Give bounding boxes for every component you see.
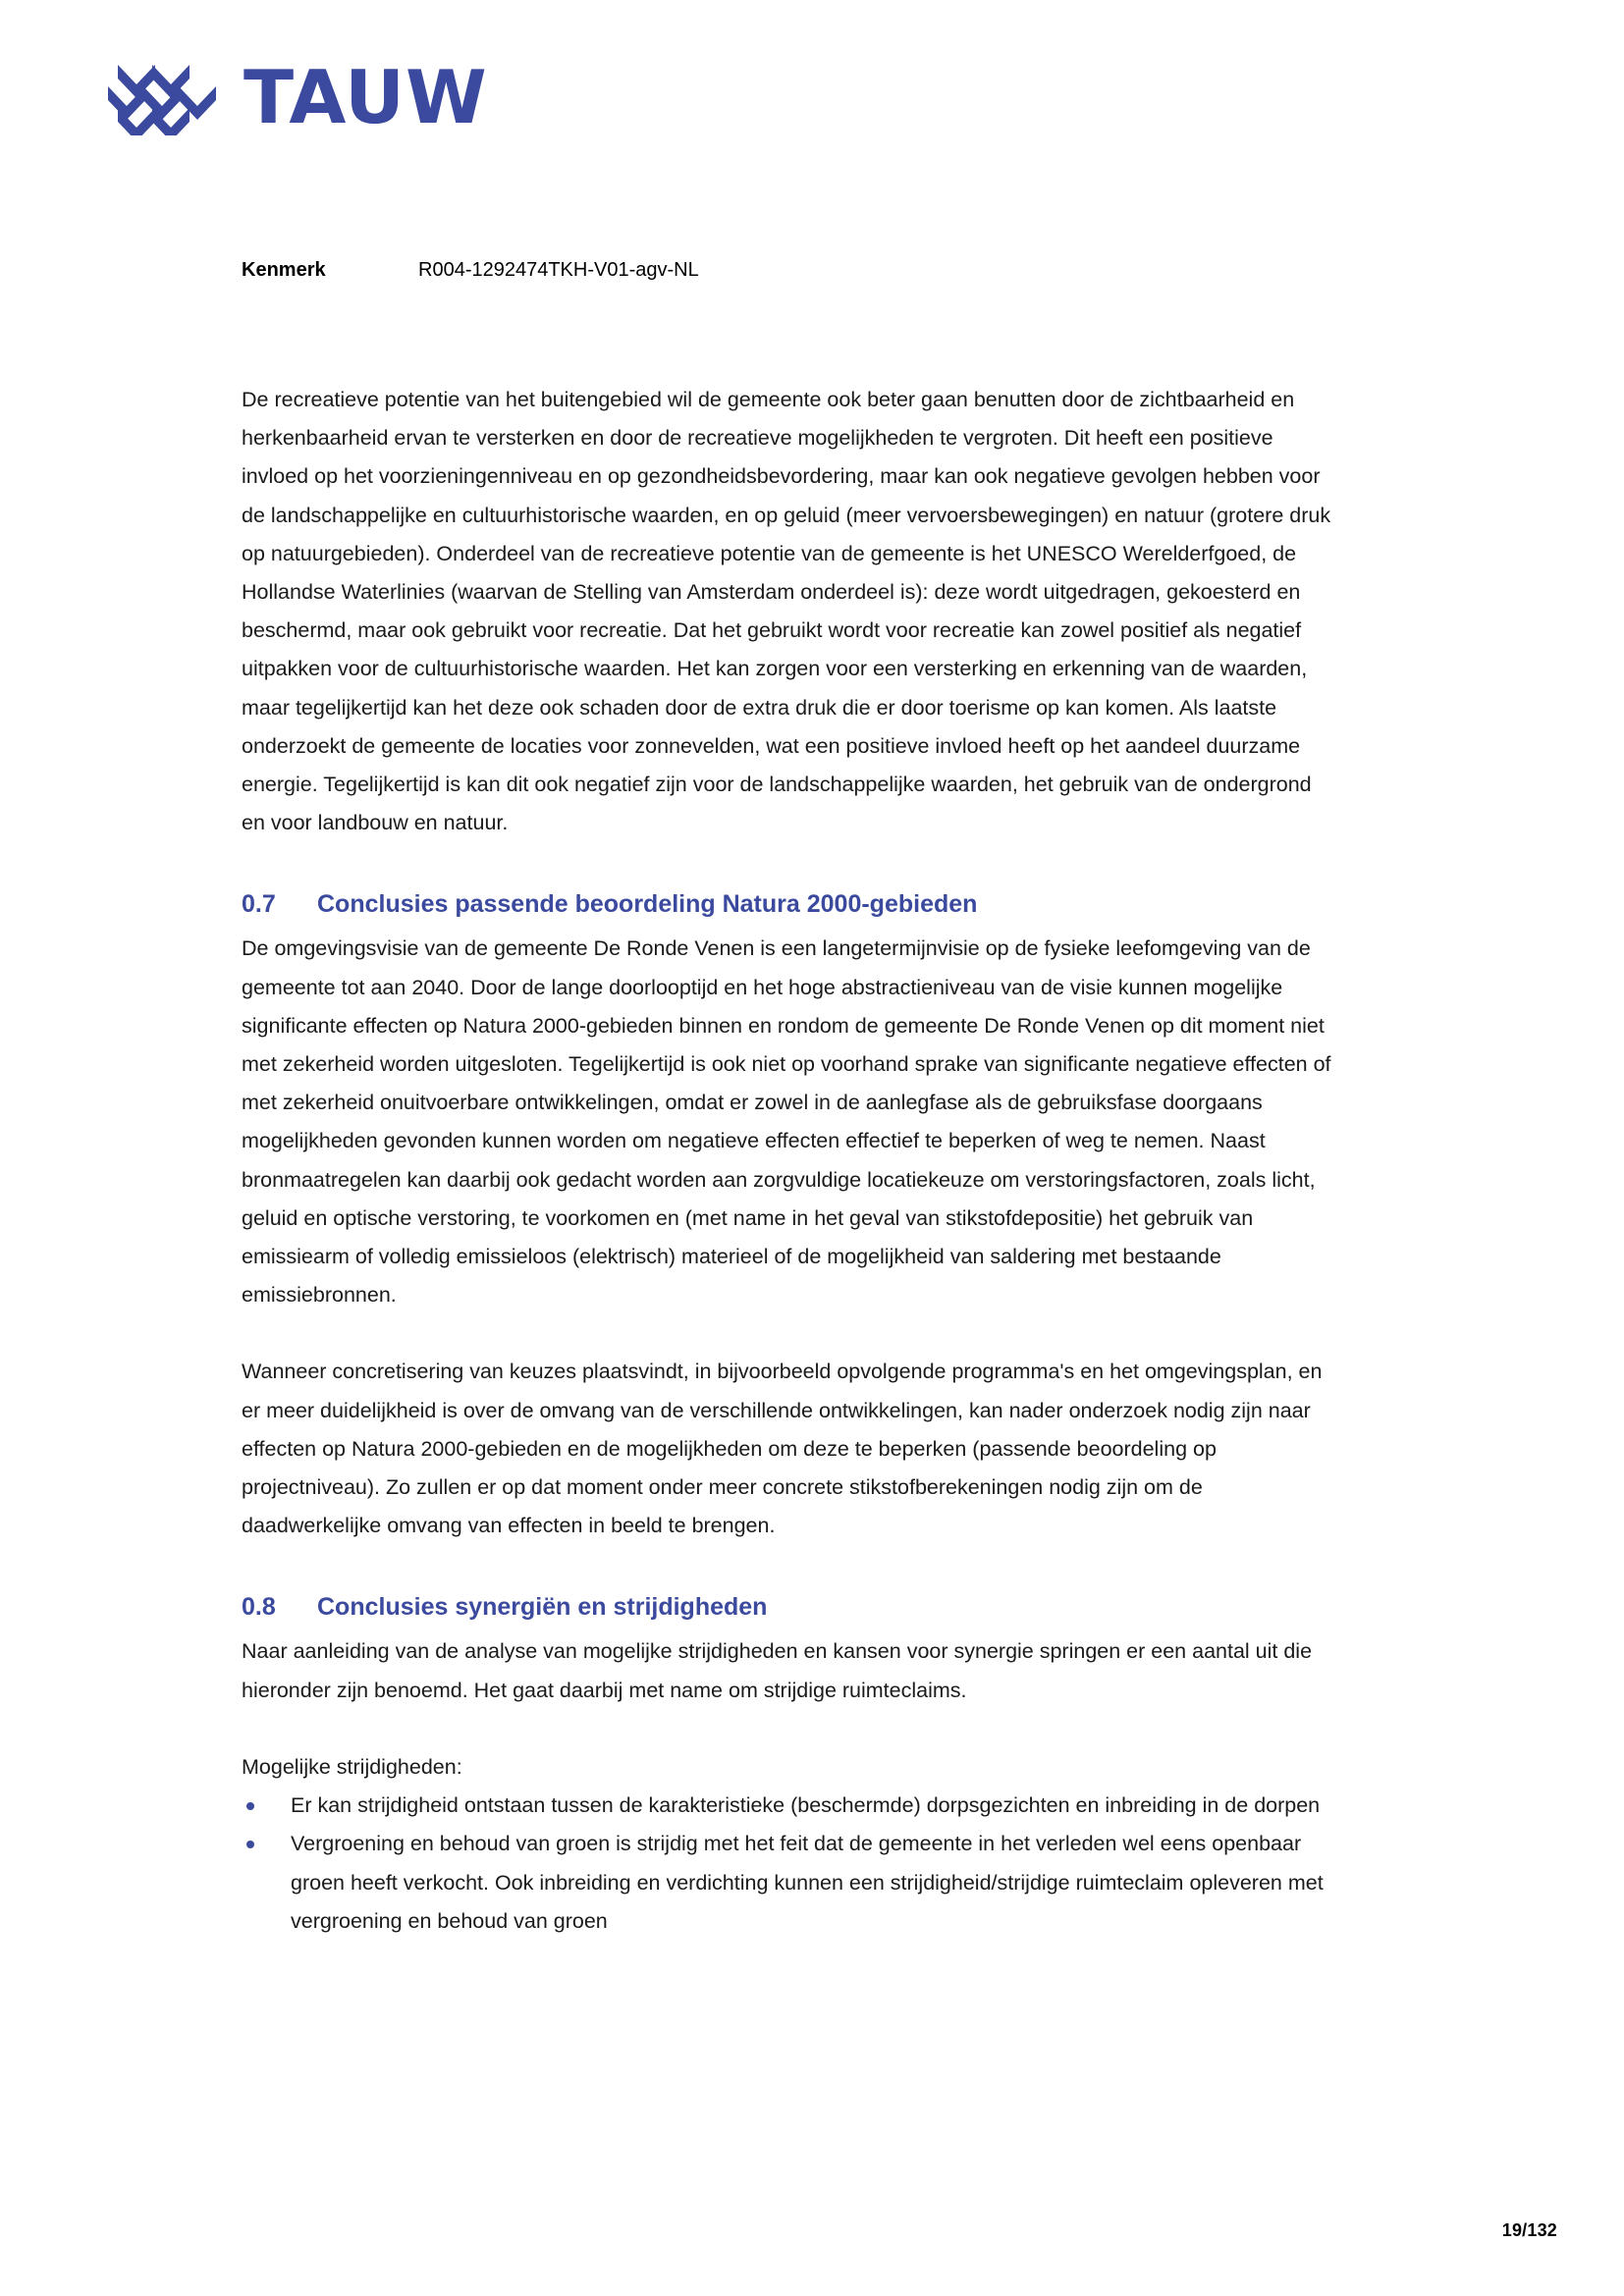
document-body xyxy=(242,381,1339,1941)
kenmerk-label: Kenmerk xyxy=(242,259,326,281)
section-number: 0.8 xyxy=(242,1593,276,1622)
section-heading-0-8 xyxy=(242,1590,1339,1624)
list-item-text: Vergroening en behoud van groen is strijdig met het feit dat de gemeente in het verleden wel eens openbaar groen heeft verkocht. Ook inbreiding en verdichting kunnen een strijdigheid/strijdige ruimteclaim opleveren met vergroening en behoud van groen xyxy=(291,1832,1324,1933)
intro-paragraph: De recreatieve potentie van het buitengebied wil de gemeente ook beter gaan benutten door de zichtbaarheid en herkenbaarheid ervan te versterken en door de recreatieve mogelijkheden te vergroten. Dit heeft een positieve invloed op het voorzieningenniveau en op gezondheidsbevordering, maar kan ook negatieve gevolgen hebben voor de landschappelijke en cultuurhistorische waarden, en op geluid (meer vervoersbewegingen) en natuur (grotere druk op natuurgebieden). Onderdeel van de recreatieve potentie van de gemeente is het UNESCO Werelderfgoed, de Hollandse Waterlinies (waarvan de Stelling van Amsterdam onderdeel is): deze wordt uitgedragen, gekoesterd en beschermd, maar ook gebruikt voor recreatie. Dat het gebruikt wordt voor recreatie kan zowel positief als negatief uitpakken voor de cultuurhistorische waarden. Het kan zorgen voor een versterking en erkenning van de waarden, maar tegelijkertijd kan het deze ook schaden door de extra druk die er door toerisme op kan komen. Als laatste onderzoekt de gemeente de locaties voor zonnevelden, wat een positieve invloed heeft op het aandeel duurzame energie. Tegelijkertijd is kan dit ook negatief zijn voor de landschappelijke waarden, het gebruik van de ondergrond en voor landbouw en natuur. xyxy=(242,388,1331,835)
spacer xyxy=(242,842,1339,887)
brand-logo xyxy=(108,53,488,140)
page-number: 19/132 xyxy=(1501,2220,1557,2240)
spacer xyxy=(242,1624,1339,1632)
spacer xyxy=(242,1545,1339,1590)
kenmerk-row xyxy=(242,257,699,283)
strijdigheden-list xyxy=(242,1787,1339,1941)
section-number: 0.7 xyxy=(242,890,276,919)
section-heading-0-7 xyxy=(242,887,1339,921)
section-0-7-paragraph-2: Wanneer concretisering van keuzes plaatsvindt, in bijvoorbeeld opvolgende programma's en het omgevingsplan, en er meer duidelijkheid is over de omvang van de verschillende ontwikkelingen, kan nader onderzoek nodig zijn naar effecten op Natura 2000-gebieden en de mogelijkheden om deze te beperken (passende beoordeling op projectniveau). Zo zullen er op dat moment onder meer concrete stikstofberekeningen nodig zijn om de daadwerkelijke omvang van effecten in beeld te brengen. xyxy=(242,1360,1323,1538)
tauw-chevron-waves-logo-icon xyxy=(108,59,218,135)
list-item xyxy=(242,1825,1339,1941)
section-title: Conclusies synergiën en strijdigheden xyxy=(317,1593,768,1622)
brand-wordmark: TAUW xyxy=(244,53,488,140)
kenmerk-value: R004-1292474TKH-V01-agv-NL xyxy=(418,259,699,281)
section-title: Conclusies passende beoordeling Natura 2000-gebieden xyxy=(317,890,978,919)
spacer xyxy=(242,1314,1339,1353)
list-intro: Mogelijke strijdigheden: xyxy=(242,1754,462,1779)
spacer xyxy=(242,921,1339,930)
list-item-text: Er kan strijdigheid ontstaan tussen de karakteristieke (beschermde) dorpsgezichten en inbreiding in de dorpen xyxy=(291,1793,1321,1818)
list-item xyxy=(242,1787,1339,1825)
section-0-8-paragraph-1: Naar aanleiding van de analyse van mogelijke strijdigheden en kansen voor synergie springen er een aantal uit die hieronder zijn benoemd. Het gaat daarbij met name om strijdige ruimteclaims. xyxy=(242,1639,1313,1702)
spacer xyxy=(242,1710,1339,1748)
bullet-dot-icon xyxy=(246,1802,254,1810)
section-0-7-paragraph-1: De omgevingsvisie van de gemeente De Ronde Venen is een langetermijnvisie op de fysieke leefomgeving van de gemeente tot aan 2040. Door de lange doorlooptijd en het hoge abstractieniveau van de visie kunnen mogelijke significante effecten op Natura 2000-gebieden binnen en rondom de gemeente De Ronde Venen op dit moment niet met zekerheid worden uitgesloten. Tegelijkertijd is ook niet op voorhand sprake van significante negatieve effecten of met zekerheid onuitvoerbare ontwikkelingen, omdat er zowel in de aanlegfase als de gebruiksfase doorgaans mogelijkheden gevonden kunnen worden om negatieve effecten effectief te beperken of weg te nemen. Naast bronmaatregelen kan daarbij ook gedacht worden aan zorgvuldige locatiekeuze om verstoringsfactoren, zoals licht, geluid en optische verstoring, te voorkomen en (met name in het geval van stikstofdepositie) het gebruik van emissiearm of volledig emissieloos (elektrisch) materieel of de mogelijkheid van saldering met bestaande emissiebronnen. xyxy=(242,936,1331,1308)
bullet-dot-icon xyxy=(246,1841,254,1848)
